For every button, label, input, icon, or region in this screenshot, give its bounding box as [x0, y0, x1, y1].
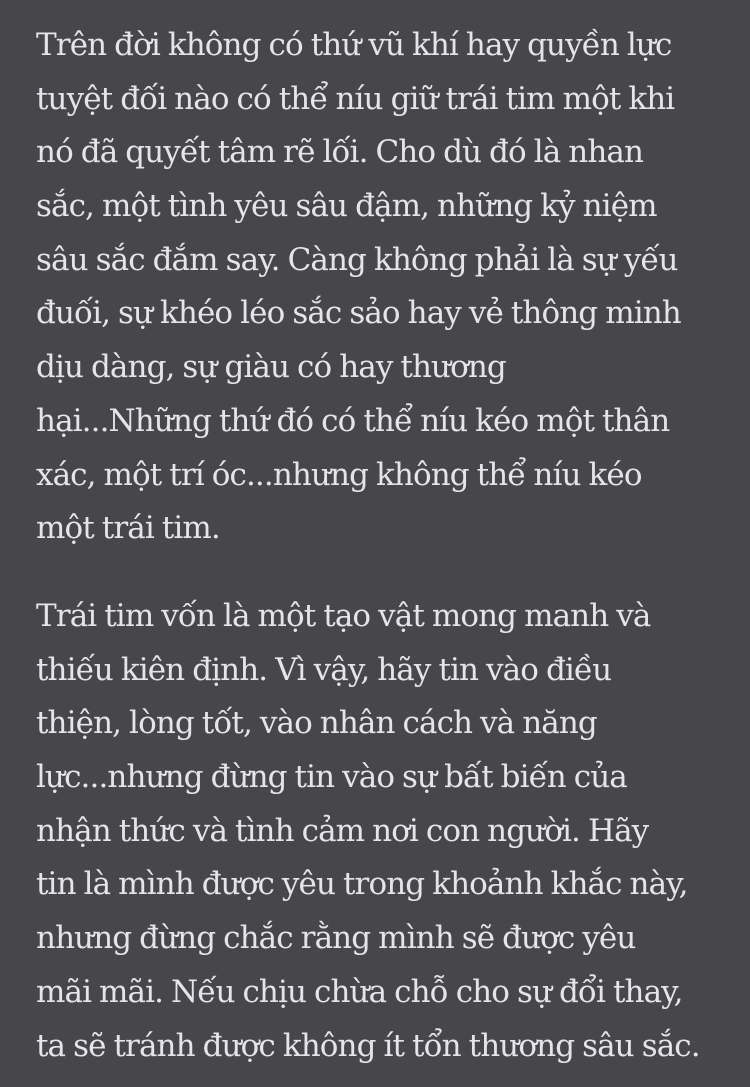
paragraph-line: hại...Những thứ đó có thể níu kéo một thân [36, 402, 670, 439]
paragraph-line: nhưng đừng chắc rằng mình sẽ được yêu [36, 920, 636, 957]
paragraph-line: nó đã quyết tâm rẽ lối. Cho dù đó là nhan [36, 134, 644, 171]
paragraph-line: sắc, một tình yêu sâu đậm, những kỷ niệm [36, 188, 657, 225]
paragraph-line: một trái tim. [36, 510, 220, 547]
paragraph-1 [36, 19, 736, 556]
paragraph-line: tuyệt đối nào có thể níu giữ trái tim một khi [36, 80, 675, 117]
paragraph-line: dịu dàng, sự giàu có hay thương [36, 349, 506, 386]
paragraph-line: lực...nhưng đừng tin vào sự bất biến của [36, 759, 627, 796]
paragraph-line: Trên đời không có thứ vũ khí hay quyền lực [36, 27, 672, 63]
paragraph-line: mãi mãi. Nếu chịu chừa chỗ cho sự đổi thay, [36, 973, 683, 1010]
paragraph-2 [36, 590, 736, 1073]
paragraph-line: tin là mình được yêu trong khoảnh khắc này, [36, 866, 688, 903]
paragraph-line: xác, một trí óc...nhưng không thể níu kéo [36, 456, 642, 493]
paragraph-line: Trái tim vốn là một tạo vật mong manh và [36, 598, 651, 634]
paragraph-line: nhận thức và tình cảm nơi con người. Hãy [36, 812, 649, 849]
paragraph-line: sâu sắc đắm say. Càng không phải là sự yếu [36, 241, 678, 278]
paragraph-line: đuối, sự khéo léo sắc sảo hay vẻ thông minh [36, 295, 681, 332]
paragraph-line: thiện, lòng tốt, vào nhân cách và năng [36, 705, 597, 742]
paragraph-line: thiếu kiên định. Vì vậy, hãy tin vào điều [36, 651, 612, 688]
paragraph-line: ta sẽ tránh được không ít tổn thương sâu sắc. [36, 1027, 700, 1064]
